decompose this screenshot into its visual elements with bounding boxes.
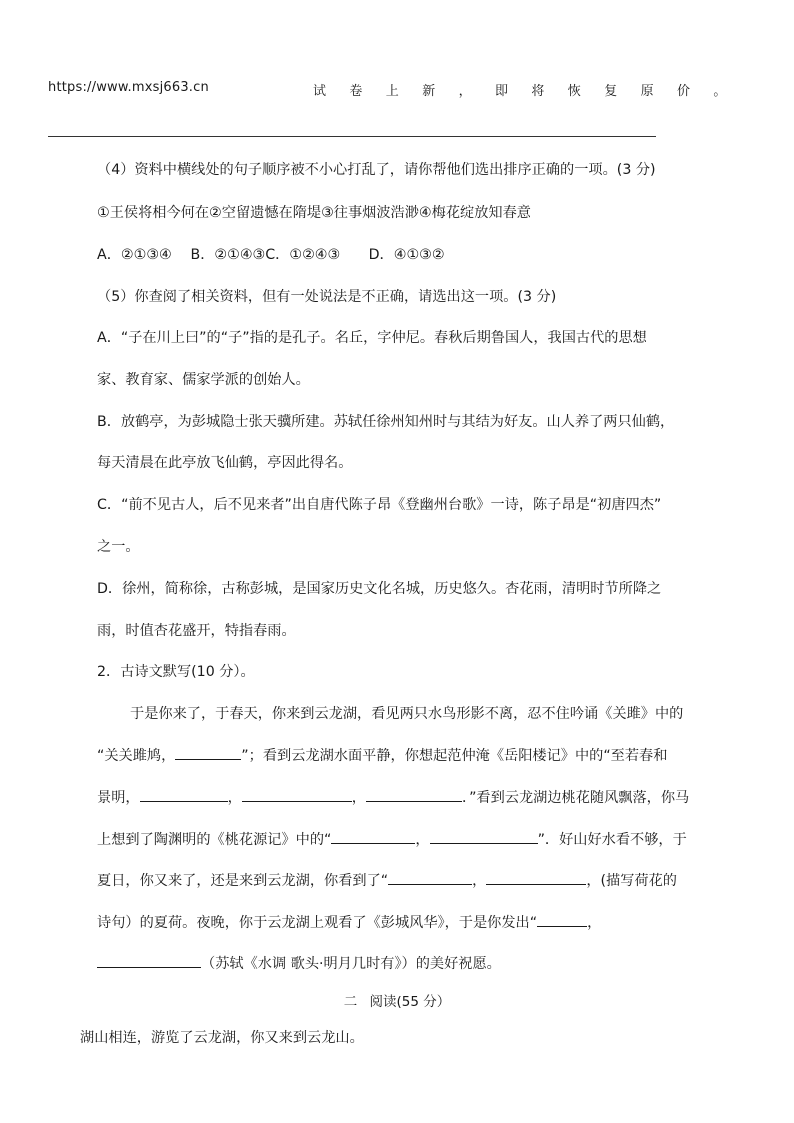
q2-line1: 于是你来了，于春天，你来到云龙湖，看见两只水鸟形影不离，忍不住吟诵《关雎》中的 bbox=[130, 706, 684, 722]
section-heading bbox=[0, 990, 794, 1010]
q5-option-c-line1: C．“前不见古人，后不见来者”出自唐代陈子昂《登幽州台歌》一诗，陈子昂是“初唐四杰” bbox=[97, 497, 662, 513]
fill-blank[interactable] bbox=[366, 787, 462, 802]
q2-title: 2．古诗文默写(10 分）。 bbox=[97, 664, 255, 680]
q5-option-a-line1: A．“子在川上曰”的“子”指的是孔子。名丘，字仲尼。春秋后期鲁国人，我国古代的思想 bbox=[97, 330, 647, 346]
q2-line3-text-b: ， bbox=[227, 790, 242, 806]
q2-line7-text: （苏轼《水调 歌头·明月几时有》）的美好祝愿。 bbox=[201, 956, 501, 972]
q4-items: ①王侯将相今何在②空留遗憾在隋堤③往事烟波浩渺④梅花绽放知春意 bbox=[97, 205, 531, 221]
q4-options: A．②①③④ B．②①④③C．①②④③ D．④①③② bbox=[97, 247, 445, 263]
fill-blank[interactable] bbox=[388, 870, 472, 885]
q2-line6 bbox=[97, 912, 601, 933]
passage-intro: 湖山相连，游览了云龙湖，你又来到云龙山。 bbox=[80, 1030, 364, 1046]
header-url: https://www.mxsj663.cn bbox=[48, 80, 209, 95]
section-number: 二 bbox=[343, 994, 358, 1010]
fill-blank[interactable] bbox=[331, 829, 415, 844]
fill-blank[interactable] bbox=[486, 870, 586, 885]
q2-line3 bbox=[97, 787, 689, 808]
q2-line5 bbox=[97, 870, 677, 891]
fill-blank[interactable] bbox=[175, 745, 241, 760]
q2-line2-text-b: ”；看到云龙湖水面平静，你想起范仲淹《岳阳楼记》中的“至若春和 bbox=[241, 748, 668, 764]
q5-option-c-line2: 之一。 bbox=[97, 539, 140, 555]
q5-option-a-line2: 家、教育家、儒家学派的创始人。 bbox=[97, 372, 310, 388]
q5-option-b-line1: B．放鹤亭，为彭城隐士张天骥所建。苏轼任徐州知州时与其结为好友。山人养了两只仙鹤， bbox=[97, 414, 675, 430]
fill-blank[interactable] bbox=[430, 829, 538, 844]
q5-option-d-line1: D．徐州，简称徐，古称彭城，是国家历史文化名城，历史悠久。杏花雨，清明时节所降之 bbox=[97, 581, 662, 597]
q4-stem: （4）资料中横线处的句子顺序被不小心打乱了，请你帮他们选出排序正确的一项。(3 分) bbox=[97, 162, 656, 178]
q2-line4-text-b: ， bbox=[415, 832, 430, 848]
q2-line3-text-d: ．”看到云龙湖边桃花随风飘落，你马 bbox=[461, 790, 690, 806]
fill-blank[interactable] bbox=[242, 787, 352, 802]
q5-option-d-line2: 雨，时值杏花盛开，特指春雨。 bbox=[97, 623, 296, 639]
q5-stem: （5）你查阅了相关资料，但有一处说法是不正确，请选出这一项。(3 分) bbox=[97, 289, 557, 305]
q2-line2 bbox=[97, 745, 667, 766]
q2-line6-text-a: 诗句）的夏荷。夜晚，你于云龙湖上观看了《彭城风华》，于是你发出“ bbox=[97, 915, 538, 931]
q2-line4 bbox=[97, 829, 687, 850]
q2-line2-text-a: “关关雎鸠， bbox=[97, 748, 176, 764]
section-title: 阅读(55 分） bbox=[369, 994, 451, 1010]
q5-option-b-line2: 每天清晨在此亭放飞仙鹤，亭因此得名。 bbox=[97, 455, 353, 471]
q2-line4-text-a: 上想到了陶渊明的《桃花源记》中的“ bbox=[97, 832, 332, 848]
q2-line4-text-c: ”．好山好水看不够，于 bbox=[537, 832, 687, 848]
q2-line5-text-b: ， bbox=[472, 873, 487, 889]
header-notice: 试卷上新，即将恢复原价。 bbox=[313, 84, 750, 99]
header-divider bbox=[48, 136, 656, 137]
q2-line7 bbox=[97, 953, 501, 974]
q2-line5-text-a: 夏日，你又来了，还是来到云龙湖，你看到了“ bbox=[97, 873, 389, 889]
q2-line3-text-c: ， bbox=[351, 790, 366, 806]
q2-line5-text-c: ，(描写荷花的 bbox=[586, 873, 677, 889]
q2-line6-text-b: ， bbox=[587, 915, 602, 931]
fill-blank[interactable] bbox=[140, 787, 228, 802]
fill-blank[interactable] bbox=[537, 912, 587, 927]
fill-blank[interactable] bbox=[97, 953, 201, 968]
q2-line3-text-a: 景明， bbox=[97, 790, 140, 806]
